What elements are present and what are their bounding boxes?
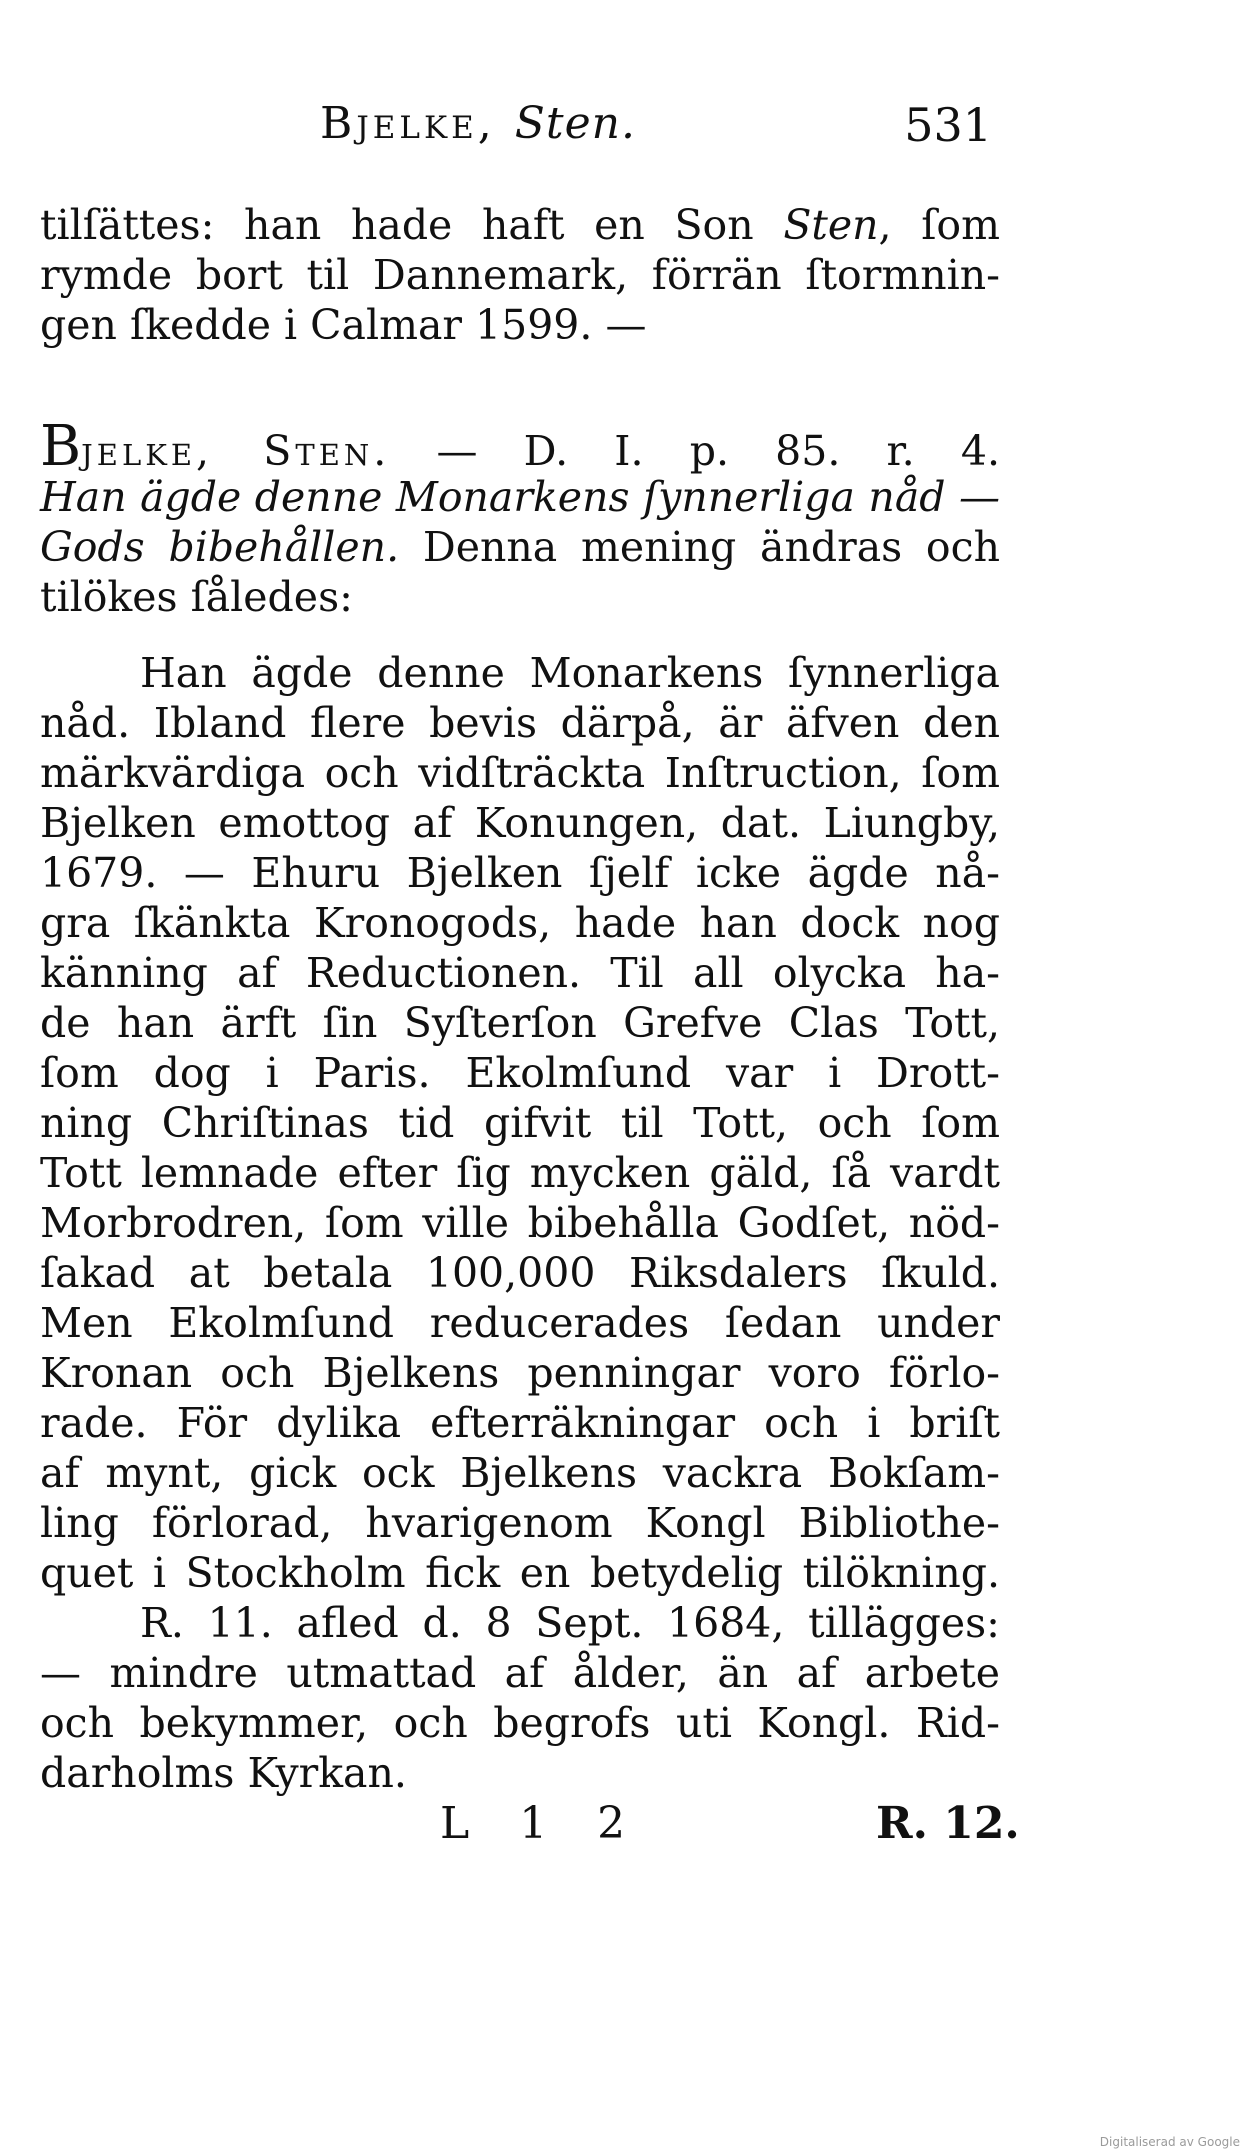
text-line: ling förlorad, hvarigenom Kongl Bibliothe- bbox=[40, 1499, 1000, 1547]
text-line: rymde bort til Dannemark, förrän ſtormnin- bbox=[40, 251, 1000, 299]
page-number: 531 bbox=[904, 98, 992, 152]
text-line: 1679. — Ehuru Bjelken ſjelf icke ägde nå- bbox=[40, 849, 1000, 897]
entry-reference: — D. I. p. 85. r. 4. bbox=[390, 427, 1000, 475]
text-line: ſakad at betala 100,000 Riksdalers ſkuld. bbox=[40, 1249, 1000, 1297]
text-line: Tott lemnade efter ſig mycken gäld, ſå vardt bbox=[40, 1149, 1000, 1197]
text-line: Han ägde denne Monarkens ſynnerliga bbox=[140, 649, 1000, 697]
text-line: de han ärft ſin Syſterſon Grefve Clas Tott, bbox=[40, 999, 1000, 1047]
line-segment: , ſom bbox=[878, 201, 1000, 249]
line-segment: tilſättes: han hade haft en Son bbox=[40, 201, 784, 249]
text-line: gra ſkänkta Kronogods, hade han dock nog bbox=[40, 899, 1000, 947]
signature-marks bbox=[0, 1798, 1250, 1858]
entry-heading bbox=[40, 414, 1000, 479]
digitization-watermark: Digitaliserad av Google bbox=[1099, 2135, 1240, 2149]
text-line: af mynt, gick ock Bjelkens vackra Bokſam- bbox=[40, 1449, 1000, 1497]
text-line: nåd. Ibland flere bevis därpå, är äfven den bbox=[40, 699, 1000, 747]
text-line: darholms Kyrkan. bbox=[40, 1749, 407, 1797]
catchword: R. 12. bbox=[876, 1798, 1020, 1849]
text-line: — mindre utmattad af ålder, än af arbete bbox=[40, 1649, 1000, 1697]
text-line: Bjelken emottog af Konungen, dat. Liungby, bbox=[40, 799, 1000, 847]
running-head-name: Bjelke, bbox=[320, 98, 496, 149]
text-line bbox=[40, 522, 1000, 572]
entry-initial: B bbox=[40, 414, 82, 479]
running-head-italic: Sten. bbox=[514, 98, 636, 149]
text-line: och bekymmer, och begrofs uti Kongl. Rid- bbox=[40, 1699, 1000, 1747]
text-line-italic: Han ägde denne Monarkens ſynnerliga nåd — bbox=[40, 473, 1000, 521]
running-head bbox=[320, 98, 636, 149]
line-segment-italic: Gods bibehållen. bbox=[40, 523, 400, 571]
text-line bbox=[40, 200, 1000, 250]
text-line: märkvärdiga och vidſträckta Inſtruction, ſom bbox=[40, 749, 1000, 797]
text-line: Men Ekolmſund reducerades ſedan under bbox=[40, 1299, 1000, 1347]
text-line: Morbrodren, ſom ville bibehålla Godſet, nöd- bbox=[40, 1199, 1000, 1247]
text-line: känning af Reductionen. Til all olycka ha- bbox=[40, 949, 1000, 997]
entry-name: jelke, Sten. bbox=[81, 427, 391, 475]
text-line: gen ſkedde i Calmar 1599. — bbox=[40, 301, 647, 349]
line-segment: Denna mening ändras och bbox=[399, 523, 1000, 571]
line-segment-italic: Sten bbox=[783, 201, 879, 249]
text-line: R. 11. afled d. 8 Sept. 1684, tillägges: bbox=[140, 1599, 1000, 1647]
text-line: rade. För dylika efterräkningar och i briſt bbox=[40, 1399, 1000, 1447]
page-header bbox=[0, 98, 1250, 158]
text-line: ſom dog i Paris. Ekolmſund var i Drott- bbox=[40, 1049, 1000, 1097]
text-line: ning Chriſtinas tid gifvit til Tott, och ſom bbox=[40, 1099, 1000, 1147]
text-line: Kronan och Bjelkens penningar voro förlo- bbox=[40, 1349, 1000, 1397]
signature-mark: L 1 2 bbox=[440, 1798, 644, 1849]
text-line: quet i Stockholm fick en betydelig tilökning. bbox=[40, 1549, 1000, 1597]
text-line: tilökes ſåledes: bbox=[40, 573, 353, 621]
